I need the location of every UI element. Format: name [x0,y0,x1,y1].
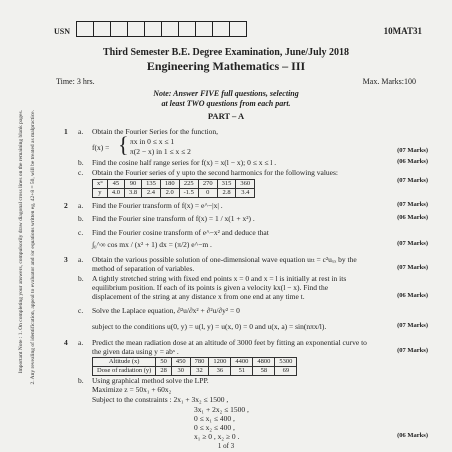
part-heading: PART – A [207,111,245,121]
table-cell: y [93,189,108,198]
usn-box [127,21,145,37]
table-cell: 4400 [231,358,253,367]
q2b-marks: (06 Marks) [397,214,428,221]
q1-number: 1 [64,127,68,136]
q2c-text: Find the Fourier cosine transform of e^−x² and deduce that [92,228,269,237]
max-marks: Max. Marks:100 [362,77,416,86]
usn-box [110,21,128,37]
q3b-text3: displacement of the string at any distance x from one end at any time t. [92,292,305,301]
table-cell: 780 [190,358,209,367]
page-number: 1 of 3 [217,442,235,450]
table-cell: 5300 [275,358,297,367]
q3c-text: Solve the Laplace equation, ∂²u/∂x² + ∂²u/∂y² = 0 [92,306,240,315]
q4a-label: a. [78,338,84,347]
table-cell: 36 [209,367,231,376]
q1c-marks: (07 Marks) [397,177,428,184]
q3a-label: a. [78,255,84,264]
q3a-marks: (07 Marks) [397,264,428,271]
table-cell: 4800 [253,358,275,367]
usn-box [229,21,247,37]
usn-box [178,21,196,37]
side-instructions [12,110,50,440]
q2a-marks: (07 Marks) [397,201,428,208]
table-cell: -1.5 [179,189,198,198]
q4b-c3: 0 ≤ x₁ ≤ 400 , [194,414,235,423]
q1c-label: c. [78,168,84,177]
note-line-1: Note: Answer FIVE full questions, selecting [153,89,299,98]
q2a-label: a. [78,201,84,210]
q3a-text: Obtain the various possible solution of one-dimensional wave equation uₜₜ = c²uₓₓ by the [92,255,357,264]
q3c-text2: subject to the conditions u(0, y) = u(l, y) = u(x, 0) = 0 and u(x, a) = sin(nπx/l). [92,322,327,331]
usn-box [144,21,162,37]
q3-number: 3 [64,255,68,264]
q4a-marks: (07 Marks) [397,347,428,354]
q3b-label: b. [78,274,84,283]
table-cell: 1200 [209,358,231,367]
q2c-marks: (07 Marks) [397,240,428,247]
q4b-c2: 3x₁ + 2x₂ ≤ 1500 , [194,405,249,414]
table-cell: 58 [253,367,275,376]
table-cell: 3.4 [236,189,255,198]
q2c-integral: ∫₀^∞ cos mx / (x² + 1) dx = (π/2) e^−m . [92,240,212,249]
q1a-brace: { [118,132,129,157]
subject-code: 10MAT31 [383,26,422,36]
table-cell: 450 [171,358,190,367]
usn-box [161,21,179,37]
table-cell: 315 [217,180,236,189]
usn-boxes [77,21,247,37]
table-cell: 135 [142,180,161,189]
q1a-marks: (07 Marks) [397,147,428,154]
q4a-text: Predict the mean radiation dose at an altitude of 3000 feet by fitting an exponential curve to [92,338,367,347]
q3a-text2: method of separation of variables. [92,264,195,273]
table-cell: 270 [198,180,217,189]
q1a-fx: f(x) = [92,143,110,152]
table-cell: 69 [275,367,297,376]
q3b-marks: (06 Marks) [397,292,428,299]
table-cell: 90 [124,180,141,189]
q1a-label: a. [78,127,84,136]
q2a-text: Find the Fourier transform of f(x) = e^−|x| . [92,201,223,210]
q2c-label: c. [78,228,84,237]
table-cell: 2.0 [160,189,179,198]
q4b-c5: x₁ ≥ 0 , x₂ ≥ 0 . [194,432,240,441]
q4b-sub: Subject to the constraints : 2x₁ + 3x₂ ≤ 1500 , [92,395,229,404]
q1b-text: Find the cosine half range series for f(x) = x(l − x); 0 ≤ x ≤ l . [92,158,277,167]
q4b-marks: (06 Marks) [397,432,428,439]
q1-data-table [92,179,255,198]
table-cell: 28 [156,367,172,376]
side-note-2: 2. Any revealing of identification, appeal to evaluator and /or equations written eg, 42+8 = 50, will be treated as malpractice. [30,110,36,385]
q4b-text: Using graphical method solve the LPP. [92,376,209,385]
table-cell: 45 [107,180,124,189]
table-cell: 180 [160,180,179,189]
usn-label: USN [54,27,71,36]
q4-table-row-altitude [93,358,297,367]
time-allowed: Time: 3 hrs. [56,77,95,86]
table-cell: 2.4 [142,189,161,198]
q4-table-row-dose [93,367,297,376]
note-line-2: at least TWO questions from each part. [161,99,291,108]
table-cell: 32 [190,367,209,376]
usn-box [195,21,213,37]
q4b-c4: 0 ≤ x₂ ≤ 400 , [194,423,235,432]
table-cell: 360 [236,180,255,189]
subject-title: Engineering Mathematics – III [146,59,306,73]
side-note-1: Important Note : 1. On completing your answers, compulsorily draw diagonal cross lines on the remaining blank pages. [18,110,24,374]
table-cell: 225 [179,180,198,189]
q1a-text: Obtain the Fourier Series for the function, [92,127,219,136]
q3b-text2: equilibrium position. If each of its points is given a velocity kx(l − x). Find the [92,283,329,292]
q1b-label: b. [78,158,84,167]
usn-box [212,21,230,37]
q2b-label: b. [78,214,84,223]
q1-table-row-x [93,180,255,189]
q4b-max: Maximize z = 50x₁ + 60x₂ [92,385,172,394]
table-cell: 51 [231,367,253,376]
table-cell: 50 [156,358,172,367]
q4a-text2: the given data using y = abˣ . [92,347,179,356]
table-cell: 3.8 [124,189,141,198]
q1a-case1: πx in 0 ≤ x ≤ 1 [130,137,175,146]
q3b-text: A tightly stretched string with fixed end points x = 0 and x = l is initially at rest in its [92,274,347,283]
q4-data-table [92,357,297,376]
q3c-marks: (07 Marks) [397,322,428,329]
q1c-text: Obtain the Fourier series of y upto the second harmonics for the following values: [92,168,338,177]
table-cell: x° [93,180,108,189]
table-cell: 2.8 [217,189,236,198]
q2-number: 2 [64,201,68,210]
usn-box [76,21,94,37]
table-cell: 4.0 [107,189,124,198]
table-cell: Dose of radiation (y) [93,367,156,376]
q3c-label: c. [78,306,84,315]
q4b-label: b. [78,376,84,385]
q4-number: 4 [64,338,68,347]
q1a-case2: π(2 − x) in 1 ≤ x ≤ 2 [130,147,191,156]
table-cell: 0 [198,189,217,198]
q1-table-row-y [93,189,255,198]
table-cell: 30 [171,367,190,376]
q1b-marks: (06 Marks) [397,158,428,165]
exam-title: Third Semester B.E. Degree Examination, June/July 2018 [102,47,350,58]
q2b-text: Find the Fourier sine transform of f(x) = 1 / x(1 + x²) . [92,214,255,223]
usn-box [93,21,111,37]
table-cell: Altitude (x) [93,358,156,367]
